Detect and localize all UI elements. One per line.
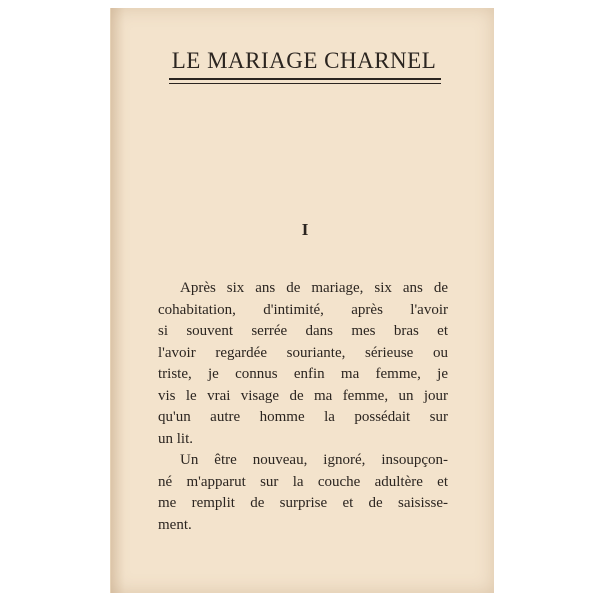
text-line: qu'un autre homme la possédait sur (158, 409, 448, 425)
text-line: l'avoir regardée souriante, sérieuse ou (158, 344, 448, 361)
text-line: cohabitation, d'intimité, après l'avoir (158, 301, 448, 318)
header-rule-thin (169, 83, 441, 84)
chapter-number: I (301, 220, 309, 239)
body-text (158, 278, 448, 536)
text-line: si souvent serrée dans mes bras et (158, 323, 448, 339)
header-rule-thick (169, 78, 441, 80)
book-page (110, 8, 494, 593)
text-line: Après six ans de mariage, six ans de (180, 280, 448, 296)
text-line: un lit. (158, 430, 194, 447)
text-line: né m'apparut sur la couche adultère et (158, 473, 448, 490)
text-line: Un être nouveau, ignoré, insoupçon- (180, 452, 448, 468)
text-line: ment. (158, 516, 192, 533)
running-head: LE MARIAGE CHARNEL (171, 48, 437, 73)
text-line: vis le vrai visage de ma femme, un jour (158, 387, 448, 404)
text-line: me remplit de surprise et de saisisse- (158, 495, 448, 511)
text-line: triste, je connus enfin ma femme, je (158, 366, 448, 382)
